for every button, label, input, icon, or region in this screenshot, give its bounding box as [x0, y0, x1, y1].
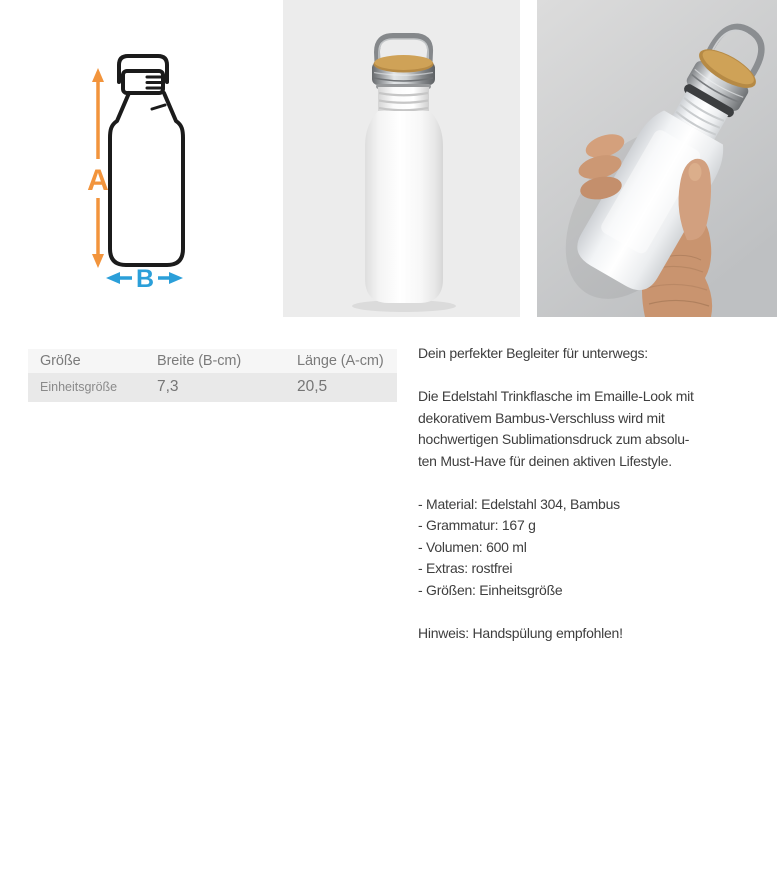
- cell-size-name: Einheitsgröße: [28, 373, 145, 402]
- size-table: [28, 349, 397, 402]
- feature-material: - Material: Edelstahl 304, Bambus: [418, 495, 620, 512]
- feature-extras: - Extras: rostfrei: [418, 560, 513, 576]
- col-header-groesse: Größe: [28, 349, 145, 373]
- cell-laenge-value: 20,5: [285, 373, 397, 402]
- size-diagram: [55, 38, 240, 290]
- description-intro: Dein perfekter Begleiter für unterwegs:: [418, 345, 648, 361]
- bottle-dimension-drawing: [55, 38, 240, 290]
- height-label: A: [87, 164, 109, 197]
- neck-tick: [152, 105, 165, 109]
- description-paragraph-line: dekorativem Bambus-Verschluss wird mit: [418, 409, 665, 426]
- feature-grammatur: - Grammatur: 167 g: [418, 517, 536, 533]
- thumbnail: [689, 163, 702, 181]
- cell-breite-value: 7,3: [145, 373, 285, 402]
- product-photo-studio[interactable]: [283, 0, 520, 317]
- product-photo-lifestyle[interactable]: [537, 0, 777, 317]
- size-table-header-row: [28, 349, 397, 373]
- studio-bottle: [365, 36, 443, 303]
- bottle-body: [365, 111, 443, 303]
- description-paragraph-line: hochwertigen Sublimationsdruck zum absolu-: [418, 431, 690, 447]
- care-note: Hinweis: Handspülung empfohlen!: [418, 624, 623, 641]
- bottle-body-outline: [110, 93, 183, 265]
- width-label: B: [135, 265, 155, 290]
- col-header-breite: Breite (B-cm): [145, 349, 285, 373]
- col-header-laenge: Länge (A-cm): [285, 349, 397, 373]
- description-paragraph-line: Die Edelstahl Trinkflasche im Emaille-Look mit: [418, 388, 694, 404]
- bottle-outline: [110, 56, 183, 265]
- product-description: [418, 343, 763, 644]
- size-table-row: [28, 373, 397, 402]
- feature-volumen: - Volumen: 600 ml: [418, 538, 527, 555]
- feature-groessen: - Größen: Einheitsgröße: [418, 581, 563, 598]
- description-paragraph-line: ten Must-Have für deinen aktiven Lifestyle.: [418, 452, 672, 469]
